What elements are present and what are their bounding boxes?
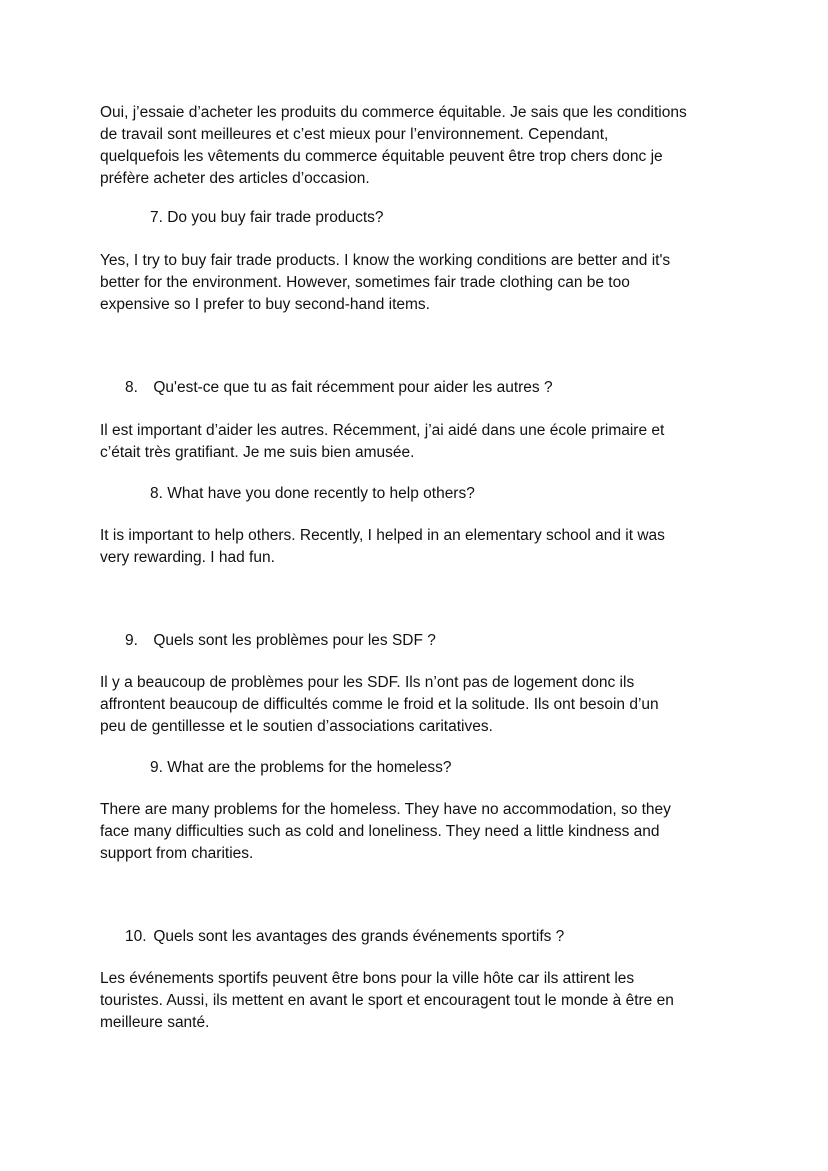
q7-english-answer — [100, 250, 740, 316]
answer-line: affrontent beaucoup de difficultés comme le froid et la solitude. Ils ont besoin d’un — [100, 696, 659, 713]
answer-line: Il y a beaucoup de problèmes pour les SDF. Ils n’ont pas de logement donc ils — [100, 674, 635, 691]
question-number: 8. — [125, 379, 138, 396]
answer-line: de travail sont meilleures et c’est mieux pour l’environnement. Cependant, — [100, 126, 609, 143]
q7-english-question: 7. Do you buy fair trade products? — [150, 209, 384, 226]
question-text: Qu'est-ce que tu as fait récemment pour aider les autres ? — [153, 379, 553, 396]
answer-line: touristes. Aussi, ils mettent en avant le sport et encouragent tout le monde à être en — [100, 992, 674, 1009]
answer-line: Yes, I try to buy fair trade products. I know the working conditions are better and it's — [100, 252, 671, 269]
answer-line: meilleure santé. — [100, 1014, 210, 1031]
answer-line: expensive so I prefer to buy second-hand items. — [100, 296, 430, 313]
answer-line: préfère acheter des articles d’occasion. — [100, 170, 370, 187]
answer-line: face many difficulties such as cold and loneliness. They need a little kindness and — [100, 823, 660, 840]
q10-french-question — [125, 926, 564, 948]
q9-french-answer — [100, 672, 740, 738]
answer-line: very rewarding. I had fun. — [100, 549, 275, 566]
q8-french-answer — [100, 420, 740, 464]
answer-line: peu de gentillesse et le soutien d’associations caritatives. — [100, 718, 493, 735]
answer-line: Les événements sportifs peuvent être bons pour la ville hôte car ils attirent les — [100, 970, 635, 987]
q8-english-answer — [100, 525, 740, 569]
q8-french-question — [125, 377, 553, 399]
answer-line: Il est important d’aider les autres. Récemment, j’ai aidé dans une école primaire et — [100, 422, 665, 439]
q9-english-answer — [100, 799, 740, 865]
answer-line: There are many problems for the homeless. They have no accommodation, so they — [100, 801, 671, 818]
q10-french-answer — [100, 968, 740, 1034]
answer-line: quelquefois les vêtements du commerce équitable peuvent être trop chers donc je — [100, 148, 663, 165]
q9-english-question: 9. What are the problems for the homeless? — [150, 759, 452, 776]
question-number: 9. — [125, 632, 138, 649]
question-text: Quels sont les avantages des grands événements sportifs ? — [153, 928, 565, 945]
q7-french-answer — [100, 102, 740, 190]
answer-line: It is important to help others. Recently, I helped in an elementary school and it was — [100, 527, 665, 544]
answer-line: Oui, j’essaie d’acheter les produits du commerce équitable. Je sais que les conditions — [100, 104, 687, 121]
q8-english-question: 8. What have you done recently to help others? — [150, 485, 475, 502]
q9-french-question — [125, 630, 436, 652]
answer-line: better for the environment. However, sometimes fair trade clothing can be too — [100, 274, 630, 291]
question-text: Quels sont les problèmes pour les SDF ? — [153, 632, 436, 649]
answer-line: support from charities. — [100, 845, 254, 862]
answer-line: c’était très gratifiant. Je me suis bien amusée. — [100, 444, 415, 461]
question-number: 10. — [125, 928, 147, 945]
